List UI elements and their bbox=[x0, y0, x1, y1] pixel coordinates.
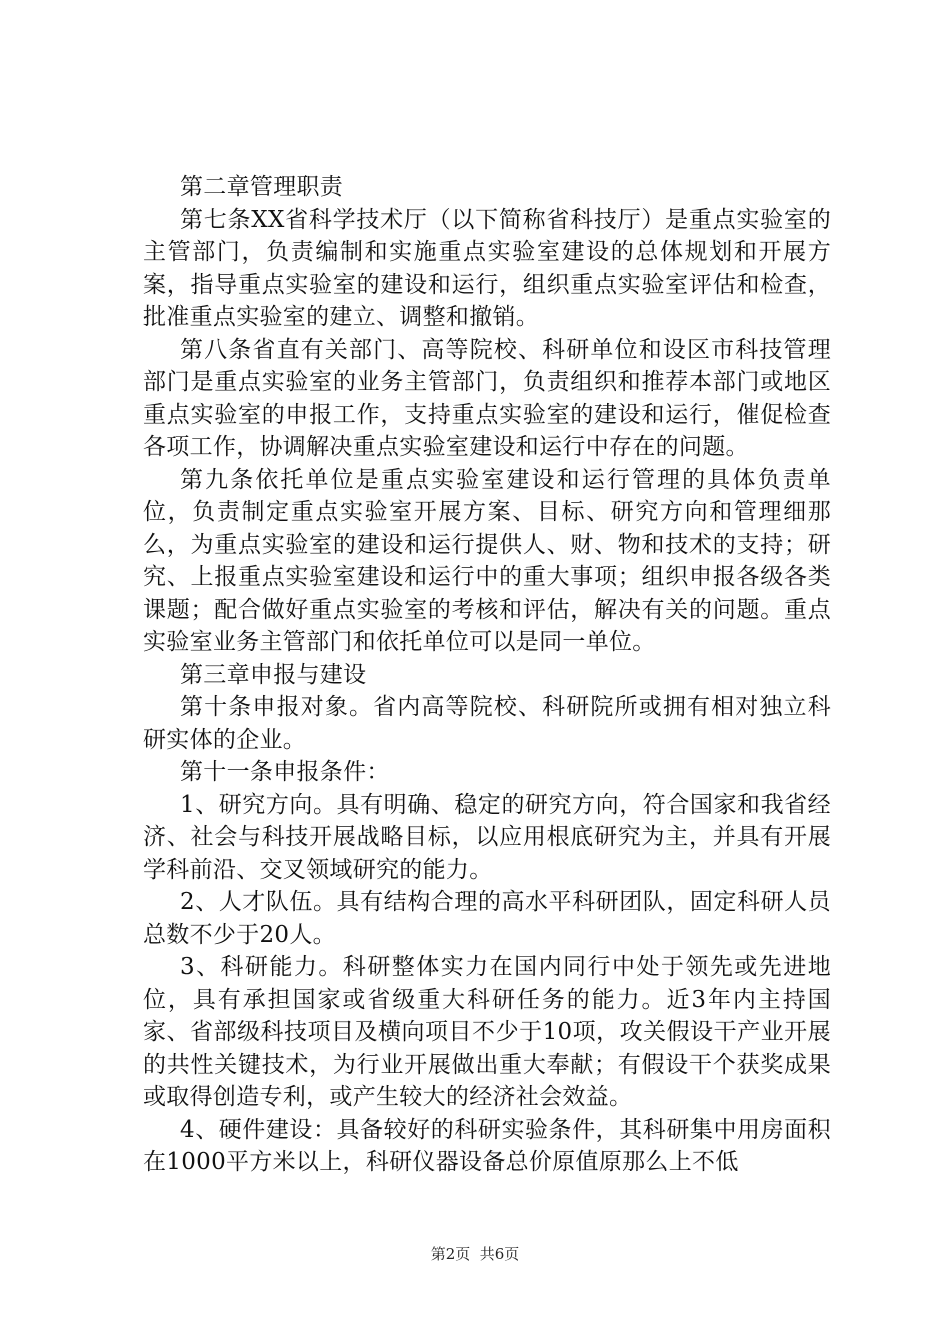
list-item-paragraph: 1、研究方向。具有明确、稳定的研究方向，符合国家和我省经济、社会与科技开展战略目标，以应用根底研究为主，并具有开展学科前沿、交叉领域研究的能力。 bbox=[143, 791, 831, 883]
article-paragraph: 第十条申报对象。省内高等院校、科研院所或拥有相对独立科研实体的企业。 bbox=[143, 694, 831, 753]
document-body bbox=[143, 171, 831, 1179]
page-footer bbox=[0, 1243, 950, 1264]
list-item-paragraph: 4、硬件建设：具备较好的科研实验条件，其科研集中用房面积在1000平方米以上，科研仪器设备总价原值原那么上不低 bbox=[143, 1116, 831, 1175]
article-paragraph: 第七条XX省科学技术厅（以下简称省科技厅）是重点实验室的主管部门，负责编制和实施重点实验室建设的总体规划和开展方案，指导重点实验室的建设和运行，组织重点实验室评估和检查，批准重点实验室的建立、调整和撤销。 bbox=[143, 206, 831, 330]
page-number-label: 第2页 共6页 bbox=[430, 1245, 520, 1263]
article-paragraph: 第九条依托单位是重点实验室建设和运行管理的具体负责单位，负责制定重点实验室开展方案、目标、研究方向和管理细那么，为重点实验室的建设和运行提供人、财、物和技术的支持；研究、上报重点实验室建设和运行中的重大事项；组织申报各级各类课题；配合做好重点实验室的考核和评估，解决有关的问题。重点实验室业务主管部门和依托单位可以是同一单位。 bbox=[143, 466, 831, 655]
article-paragraph: 第十一条申报条件： bbox=[180, 759, 390, 785]
list-item-paragraph: 3、科研能力。科研整体实力在国内同行中处于领先或先进地位，具有承担国家或省级重大科研任务的能力。近3年内主持国家、省部级科技项目及横向项目不少于10项，攻关假设干产业开展的共性关键技术，为行业开展做出重大奉献；有假设干个获奖成果或取得创造专利，或产生较大的经济社会效益。 bbox=[143, 954, 831, 1110]
chapter-heading: 第二章管理职责 bbox=[180, 174, 344, 200]
chapter-heading: 第三章申报与建设 bbox=[180, 661, 367, 688]
list-item-paragraph: 2、人才队伍。具有结构合理的高水平科研团队，固定科研人员总数不少于20人。 bbox=[143, 889, 831, 948]
article-paragraph: 第八条省直有关部门、高等院校、科研单位和设区市科技管理部门是重点实验室的业务主管部门，负责组织和推荐本部门或地区重点实验室的申报工作，支持重点实验室的建设和运行，催促检查各项工作，协调解决重点实验室建设和运行中存在的问题。 bbox=[143, 336, 831, 460]
